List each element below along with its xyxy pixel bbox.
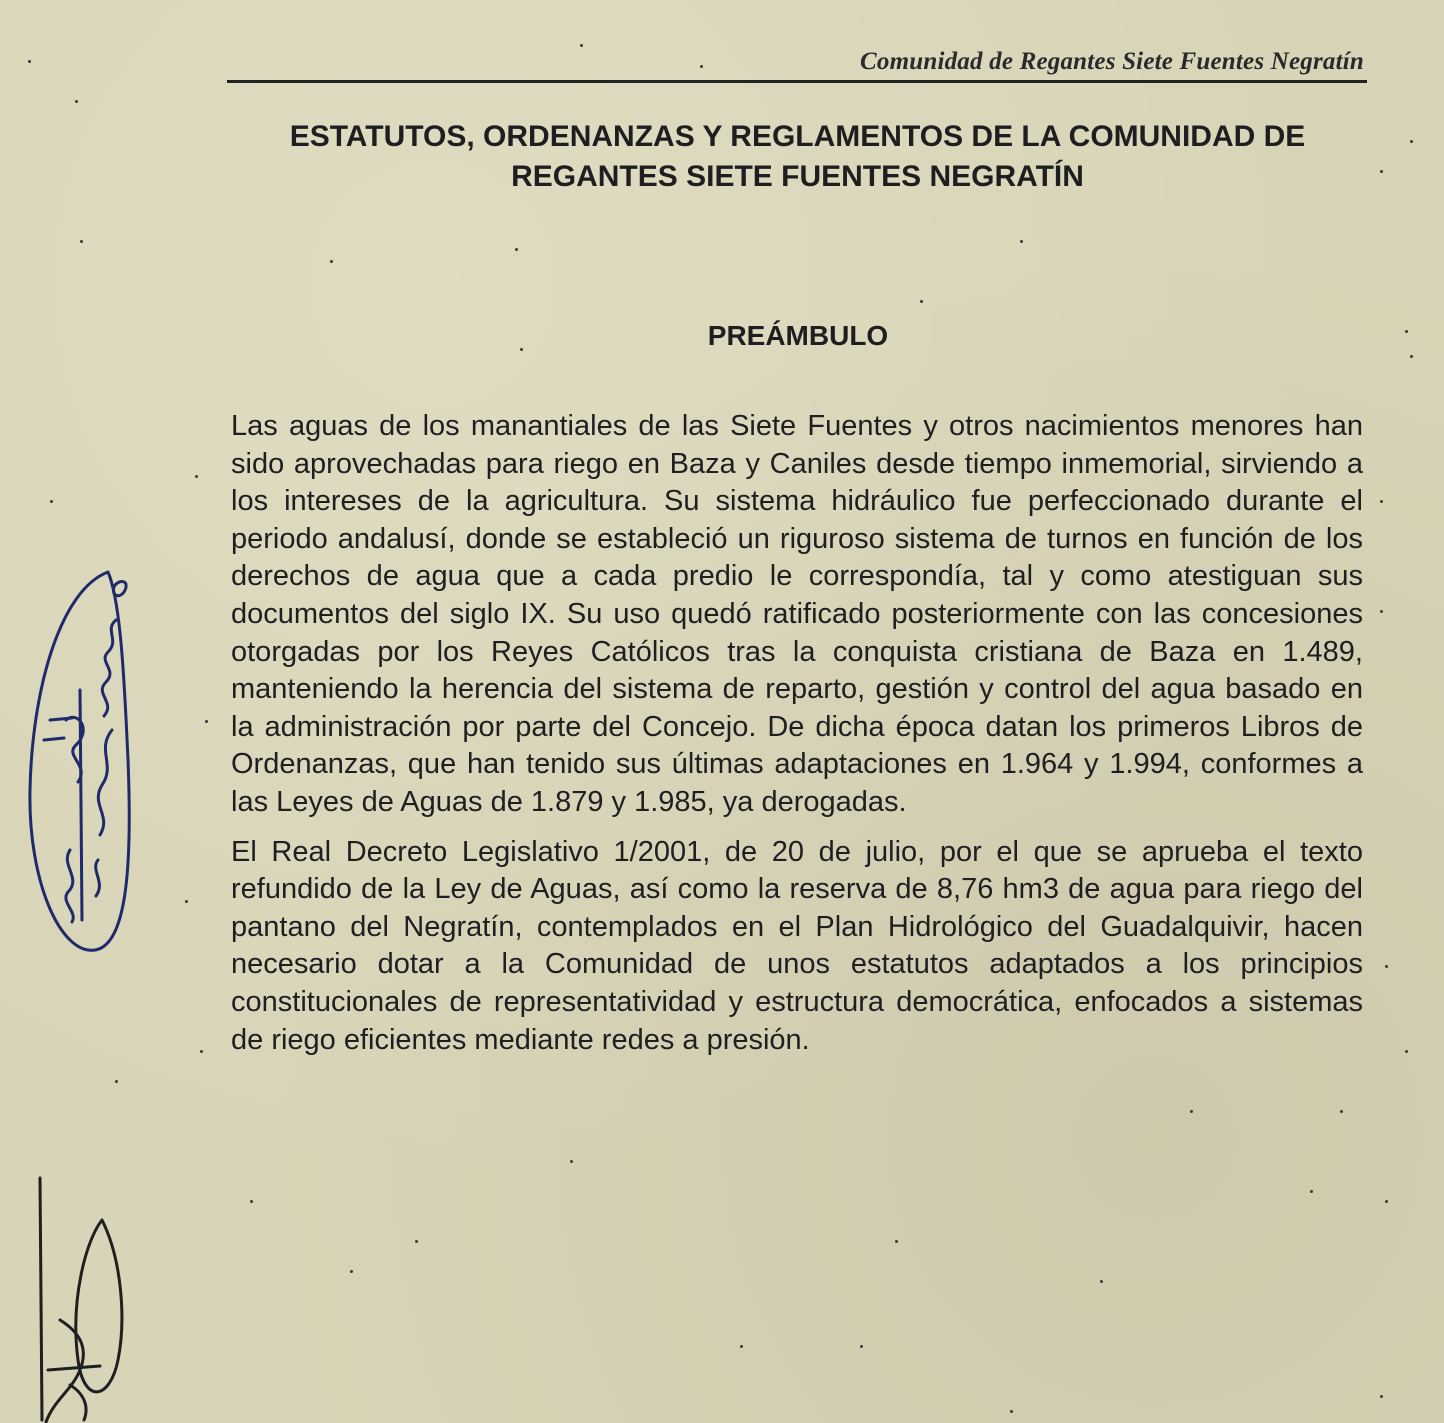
- scan-speck: [1405, 330, 1408, 333]
- scan-speck: [520, 348, 523, 351]
- paragraph-1: Las aguas de los manantiales de las Siete Fuentes y otros nacimientos menores han sido aprovechadas para riego en Baza y Caniles desde tiempo inmemorial, sirviendo a los intereses de la agricultura. Su sistema hidráulico fue perfeccionado durante el periodo andalusí, donde se estableció un riguroso sistema de turnos en función de los derechos de agua que a cada predio le correspondía, tal y como atestiguan sus documentos del siglo IX. Su uso quedó ratificado posteriormente con las concesiones otorgadas por los Reyes Católicos tras la conquista cristiana de Baza en 1.489, manteniendo la herencia del sistema de reparto, gestión y control del agua basado en la administración por parte del Concejo. De dicha época datan los primeros Libros de Ordenanzas, que han tenido sus últimas adaptaciones en 1.964 y 1.994, conformes a las Leyes de Aguas de 1.879 y 1.985, ya derogadas.: [231, 410, 1363, 818]
- scan-speck: [1380, 610, 1383, 613]
- scan-speck: [1020, 240, 1023, 243]
- scan-speck: [1340, 1110, 1343, 1113]
- scan-speck: [860, 1345, 863, 1348]
- scan-speck: [700, 65, 703, 68]
- paragraph-2: El Real Decreto Legislativo 1/2001, de 20 de julio, por el que se aprueba el texto refundido de la Ley de Aguas, así como la reserva de 8,76 hm3 de agua para riego del pantano del Negratín, contemplados en el Plan Hidrológico del Guadalquivir, hacen necesario dotar a la Comunidad de unos estatutos adaptados a los principios constitucionales de representatividad y estructura democrática, enfocados a sistemas de riego eficientes mediante redes a presión.: [231, 835, 1363, 1056]
- document-title-line-1: ESTATUTOS, ORDENANZAS Y REGLAMENTOS DE LA COMUNIDAD DE: [289, 120, 1306, 153]
- scan-speck: [740, 1345, 743, 1348]
- running-header: Comunidad de Regantes Siete Fuentes Negratín: [860, 48, 1364, 75]
- scan-speck: [580, 44, 583, 47]
- scan-speck: [250, 1200, 253, 1203]
- scan-speck: [185, 900, 188, 903]
- handwritten-signature-icon: [20, 560, 140, 960]
- scan-speck: [515, 248, 518, 251]
- scan-speck: [895, 1240, 898, 1243]
- scan-speck: [1410, 140, 1413, 143]
- scan-speck: [28, 60, 31, 63]
- scan-speck: [200, 1050, 203, 1053]
- scan-speck: [1380, 1395, 1383, 1398]
- scan-speck: [75, 100, 78, 103]
- scan-speck: [415, 1240, 418, 1243]
- scan-speck: [920, 300, 923, 303]
- scan-speck: [1385, 965, 1388, 968]
- header-rule: [227, 80, 1367, 83]
- scan-speck: [1380, 500, 1383, 503]
- scan-speck: [1405, 1050, 1408, 1053]
- scan-speck: [205, 720, 208, 723]
- scan-speck: [1190, 1110, 1193, 1113]
- scan-speck: [80, 240, 83, 243]
- scan-speck: [1100, 1280, 1103, 1283]
- scan-speck: [1010, 1410, 1013, 1413]
- scan-speck: [50, 500, 53, 503]
- scan-speck: [195, 475, 198, 478]
- scan-speck: [330, 260, 333, 263]
- scan-speck: [1385, 1200, 1388, 1203]
- scan-speck: [570, 1160, 573, 1163]
- handwritten-initials-icon: [30, 1170, 140, 1423]
- scan-speck: [350, 1270, 353, 1273]
- scan-speck: [1410, 355, 1413, 358]
- document-title-line-2: REGANTES SIETE FUENTES NEGRATÍN: [511, 160, 1084, 193]
- scan-speck: [1310, 1190, 1313, 1193]
- section-heading-preambulo: PREÁMBULO: [707, 320, 889, 351]
- scan-speck: [115, 1080, 118, 1083]
- scan-speck: [1380, 170, 1383, 173]
- preamble-body: [231, 408, 1363, 1071]
- document-title: [200, 117, 1395, 197]
